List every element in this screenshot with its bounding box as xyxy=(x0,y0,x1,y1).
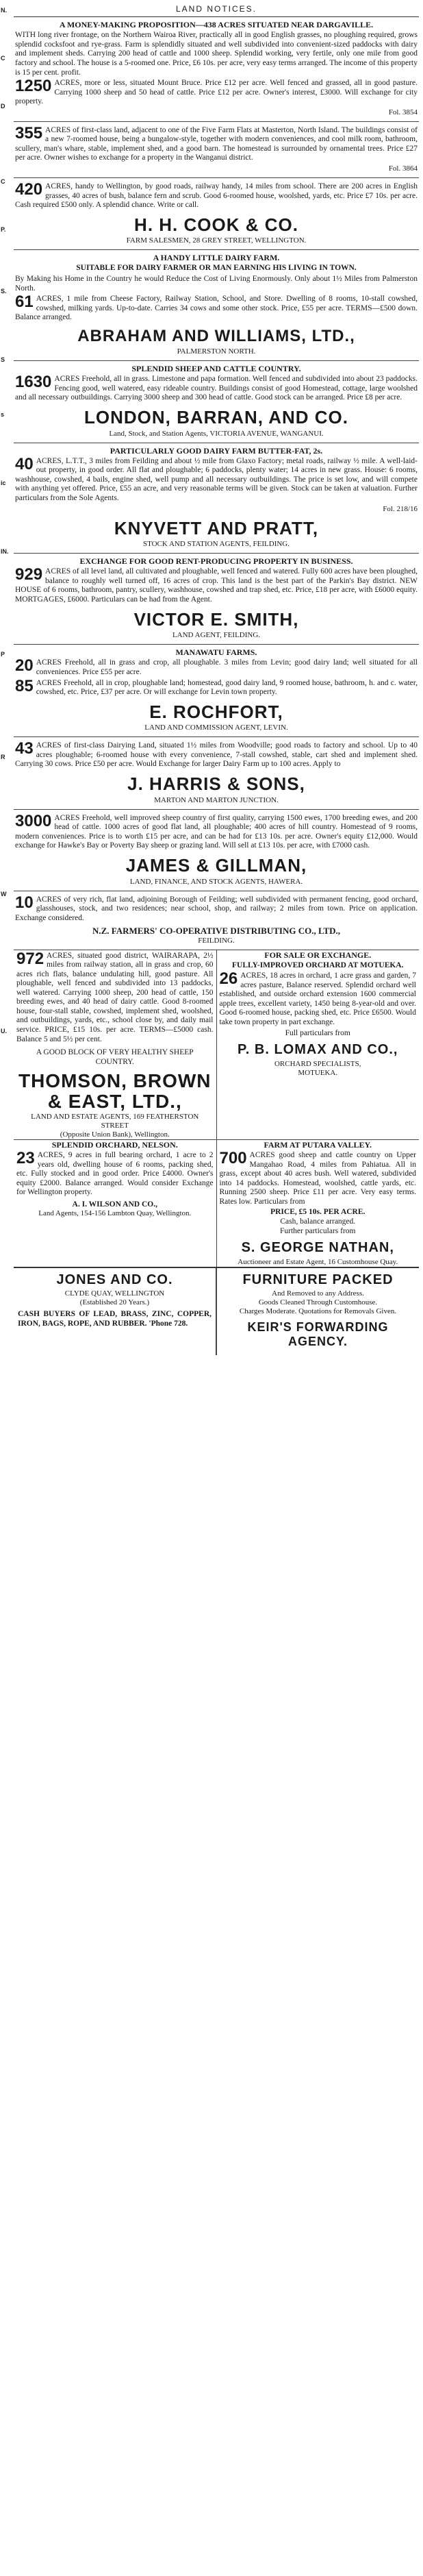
agent-intro: Further particulars from xyxy=(280,1226,356,1235)
acreage-number: 420 xyxy=(15,180,43,199)
gutter-mark: N. xyxy=(1,7,7,14)
firm-name: LONDON, BARRAN, AND CO. xyxy=(84,406,349,428)
ad-headline: FOR SALE OR EXCHANGE. xyxy=(264,950,372,960)
ad-listing xyxy=(15,658,418,677)
ad-exchange-rent-property xyxy=(14,554,419,645)
folio-ref: Fol. 3854 xyxy=(388,108,418,116)
ad-headline: PARTICULARLY GOOD DAIRY FARM BUTTER-FAT, 2s. xyxy=(110,445,323,456)
listing-text: ACRES, 9 acres in full bearing orchard, 1 acre to 2 years old, dwelling house of 6 rooms, packing shed, etc. Fully stocked and in good order. Price £4000. Owner's equity £2000. Balance arranged. Would consider Exchange for Wellington property. xyxy=(16,1151,214,1197)
listing-text: ACRES of first-class Dairying Land, situated 1½ miles from Woodville; good roads to factory and school. Up to 40 acres ploughable; 6-roomed house with every convenience, 7-stall cowshed, stable, cart shed and implement shed. Carrying 30 cows. Price £50 per acre. Would Exchange for larger Dairy Farm up to 100 acres. Apply to xyxy=(15,741,418,769)
ad-wairarapa xyxy=(14,950,216,1139)
ad-subheadline: A GOOD BLOCK OF VERY HEALTHY SHEEP COUNTRY. xyxy=(36,1048,194,1066)
firm-address: STOCK AND STATION AGENTS, FEILDING. xyxy=(142,540,290,549)
acreage-number: 10 xyxy=(15,893,34,912)
ad-headline: A MONEY-MAKING PROPOSITION—438 ACRES SITUATED NEAR DARGAVILLE. xyxy=(59,20,374,30)
firm-established: (Established 20 Years.) xyxy=(79,1298,150,1307)
acreage-number: 355 xyxy=(15,123,43,143)
ad-subheadline: SUITABLE FOR DAIRY FARMER OR MAN EARNING HIS LIVING IN TOWN. xyxy=(76,264,357,273)
ad-body: CASH BUYERS OF LEAD, BRASS, ZINC, COPPER, IRON, BAGS, ROPE, AND RUBBER. 'Phone 728. xyxy=(18,1310,212,1328)
terms-line: Cash, balance arranged. xyxy=(280,1217,356,1226)
listing-text: ACRES Freehold, all in grass and crop, all ploughable. 3 miles from Levin; good dairy land; well situated for all conveniences. Price £55 per acre. xyxy=(36,658,418,676)
firm-name: JAMES & GILLMAN, xyxy=(125,854,307,876)
firm-address: FEILDING. xyxy=(198,936,235,945)
ad-headline: SPLENDID ORCHARD, NELSON. xyxy=(51,1139,178,1150)
firm-name: ABRAHAM AND WILLIAMS, LTD., xyxy=(77,326,355,345)
ad-listing xyxy=(220,971,417,1027)
firm-address: PALMERSTON NORTH. xyxy=(177,347,256,356)
listing-text: ACRES of all level land, all cultivated and ploughable, well fenced and watered. Fully 600 acres have been ploughed, balance to roughly well turned off, 16 acres of crop. This land is the best part of the Parkin's Bay district. NEW HOUSE of 6 rooms, bathroom, pantry, scullery, washhouse, cowshed and trap shed, etc. Price, £18 per acre, with £6000 equity. MORTGAGES, £6000. Particulars can be had from the Agent. xyxy=(15,567,418,604)
ad-dairy-farm-palmerston xyxy=(14,250,419,361)
firm-address: LAND AND COMMISSION AGENT, LEVIN. xyxy=(144,723,288,732)
ad-line: Goods Cleaned Through Customhouse. xyxy=(258,1298,378,1307)
agent-address: Auctioneer and Estate Agent, 16 Customhouse Quay. xyxy=(238,1257,398,1266)
ad-footnote: Full particulars from xyxy=(285,1028,350,1037)
ad-headline: SPLENDID SHEEP AND CATTLE COUNTRY. xyxy=(131,364,301,374)
firm-name: N.Z. FARMERS' CO-OPERATIVE DISTRIBUTING CO., LTD., xyxy=(92,926,340,937)
firm-name: VICTOR E. SMITH, xyxy=(133,608,299,630)
firm-name: KEIR'S FORWARDING AGENCY. xyxy=(247,1320,389,1349)
listing-text: ACRES Freehold, all in grass. Limestone and papa formation. Well fenced and subdivided into about 23 paddocks. Fencing good, well watered, easy rideable country. Buildings consist of good Homestead, cottage, large woolshed and all necessary outbuildings. Carrying 3000 sheep and 300 head of cattle. Good stock can be arranged. Price £8 per acre. xyxy=(15,375,418,402)
ad-listing xyxy=(15,567,418,604)
ad-listing xyxy=(15,295,418,323)
ad-nelson-orchard xyxy=(14,1140,216,1267)
ad-headline: A HANDY LITTLE DAIRY FARM. xyxy=(153,253,280,263)
ad-listing xyxy=(15,741,418,769)
ad-listing xyxy=(15,454,418,504)
gutter-mark: C xyxy=(1,178,5,185)
firm-address: LAND AND ESTATE AGENTS, 169 FEATHERSTON STREET xyxy=(31,1113,199,1130)
acreage-number: 23 xyxy=(16,1149,35,1168)
acreage-number: 20 xyxy=(15,656,34,676)
gutter-mark: ic xyxy=(1,480,6,486)
two-column-block-lower xyxy=(14,1140,419,1267)
ad-headline: EXCHANGE FOR GOOD RENT-PRODUCING PROPERTY IN BUSINESS. xyxy=(79,556,353,567)
ad-subheadline: FULLY-IMPROVED ORCHARD AT MOTUEKA. xyxy=(232,961,404,969)
firm-name: H. H. COOK & CO. xyxy=(134,214,298,235)
section-header: LAND NOTICES. xyxy=(14,0,419,17)
ad-owners-off-to-war xyxy=(14,178,419,250)
acreage-number: 929 xyxy=(15,565,43,584)
newspaper-column xyxy=(14,0,419,1355)
ad-dairy-butterfat xyxy=(14,443,419,554)
acreage-number: 85 xyxy=(15,676,34,695)
ad-listing xyxy=(15,895,418,924)
acreage-number: 3000 xyxy=(15,811,52,830)
ad-keirs-forwarding xyxy=(216,1268,419,1355)
ad-listing xyxy=(15,182,418,210)
acreage-number: 26 xyxy=(219,969,238,989)
ad-listing xyxy=(15,811,418,851)
folio-ref: Fol. 3864 xyxy=(388,164,418,173)
firm-name: THOMSON, BROWN & EAST, LTD., xyxy=(18,1070,212,1112)
ad-listing xyxy=(15,375,418,403)
listing-text: ACRES, situated good district, WAIRARAPA, 2½ miles from railway station, all in grass and crop, 60 acres rich flats, balance undulating hill, good pasture. All ploughable, well fenced and subdivided into 13 paddocks, well watered. Carrying 1000 sheep, 200 head of cattle, 150 breeding ewes, and 40 head of dairy cattle. Good 8-roomed house, four-stall stable, cowshed, implement shed, woolshed, and outbuildings, yards, etc., school close by, and daily mail service. PRICE, £15 10s. per acre. TERMS—£5000 cash. Balance 5 and 5½ per cent. xyxy=(16,951,214,1043)
ad-motueka-orchard xyxy=(216,950,420,1139)
agent-name: S. GEORGE NATHAN, xyxy=(241,1240,394,1256)
gutter-mark: C xyxy=(1,55,5,62)
gutter-mark: P. xyxy=(1,226,6,233)
gutter-mark: P xyxy=(1,651,5,658)
left-margin-strip xyxy=(0,0,10,2576)
gutter-mark: IN. xyxy=(1,548,9,555)
listing-text: ACRES Freehold, well improved sheep country of first quality, carrying 1500 ewes, 1700 breeding ewes, and 200 head of cattle. 1000 acres of good flat land, all ploughable; 400 acres of hill country. Homestead of 9 rooms, modern conveniences. Price is to worth £15 per acre, and can be had for £13 10s. per acre. Owner's equity £12,000. Would exchange for Hawke's Bay or Poverty Bay sheep or grazing land. Will sell at £13 10s. per acre, with £7000 cash. xyxy=(15,813,418,850)
gutter-mark: D xyxy=(1,103,5,110)
listing-text: ACRES, more or less, situated Mount Bruce. Price £12 per acre. Well fenced and grassed, all in good pasture. Carrying 1000 sheep and 50 head of cattle. Price £12 per acre. Owner's interest, £3000. Will exchange for city property. xyxy=(15,79,418,106)
listing-text: ACRES Freehold, all in crop, ploughable land; homestead, good dairy land, 9 roomed house, bathroom, h. and c. water, cowshed, etc. Price, £37 per acre. Or will exchange for Levin town property. xyxy=(36,678,418,697)
ad-body: By Making his Home in the Country he would Reduce the Cost of Living Enormously. Only about 1½ Miles from Palmerston North. xyxy=(15,275,418,293)
firm-specialty: ORCHARD SPECIALISTS, xyxy=(274,1059,361,1068)
listing-text: ACRES good sheep and cattle country on Upper Mangahao Road, 4 miles from Pahiatua. All in grass, except about 40 acres bush. Well watered, subdivided into 14 paddocks. Homestead, woolshed, cattle yards, etc. Running 2500 sheep. Price £11 per acre. Very easy terms. Rates low. Particulars from xyxy=(219,1151,416,1206)
ad-listing xyxy=(15,79,418,107)
agent-name: A. I. WILSON AND CO., xyxy=(72,1200,157,1209)
listing-text: ACRES, 18 acres in orchard, 1 acre grass and garden, 7 acres pasture, Balance reserved. Splendid orchard well established, and outside orchard extension 1600 commercial apple trees, excellent variety, 1450 being 8-year-old and over. Good 6-roomed house, packing shed, etc. Price £6500. Would take town property in part exchange. xyxy=(219,971,416,1027)
ad-sheep-cattle-country xyxy=(14,361,419,443)
ad-sheep-station-hawera xyxy=(14,810,419,891)
ad-masterton xyxy=(14,122,419,178)
acreage-number: 700 xyxy=(219,1149,247,1168)
firm-address: LAND AGENT, FEILDING. xyxy=(172,631,261,640)
acreage-number: 1250 xyxy=(15,77,52,96)
listing-text: ACRES of first-class land, adjacent to one of the Five Farm Flats at Masterton, North Island. The buildings consist of a new 7-roomed house, being a bungalow-style, together with modern conveniences, and cool milk room, bathroom, scullery, man's whare, stable, implement shed, and a good barn. The homestead is surrounded by ornamental trees. Price £27 per acre. Owner wishes to exchange for a property in the Wanganui district. xyxy=(15,125,418,162)
firm-address: CLYDE QUAY, WELLINGTON xyxy=(64,1289,165,1298)
firm-address: MOTUEKA. xyxy=(298,1068,338,1077)
acreage-number: 43 xyxy=(15,739,34,758)
firm-name: P. B. LOMAX AND CO., xyxy=(238,1042,398,1058)
price-line: PRICE, £5 10s. PER ACRE. xyxy=(270,1208,366,1217)
gutter-mark: W xyxy=(1,891,7,897)
ad-listing xyxy=(16,949,214,1045)
firm-address: Land, Stock, and Station Agents, VICTORIA AVENUE, WANGANUI. xyxy=(109,429,324,438)
ad-line: And Removed to any Address. xyxy=(272,1289,364,1298)
firm-name: J. HARRIS & SONS, xyxy=(127,773,305,794)
firm-address-note: (Opposite Union Bank), Wellington. xyxy=(60,1130,170,1139)
firm-address: MARTON AND MARTON JUNCTION. xyxy=(154,795,279,804)
folio-ref: Fol. 218/16 xyxy=(383,504,418,513)
firm-name: KNYVETT AND PRATT, xyxy=(114,517,319,538)
firm-name: E. ROCHFORT, xyxy=(149,701,283,722)
two-column-block-upper xyxy=(14,950,419,1140)
ad-line: Charges Moderate. Quotations for Removals Given. xyxy=(239,1307,397,1316)
ad-woodville-dairy xyxy=(14,737,419,809)
ad-headline: FURNITURE PACKED xyxy=(242,1272,394,1287)
firm-address: LAND, FINANCE, AND STOCK AGENTS, HAWERA. xyxy=(129,877,303,886)
listing-text: ACRES, L.T.T., 3 miles from Feilding and about ½ mile from Glaxo Factory; metal roads, railway ½ mile. A well-laid-out property, in good order. All flat and ploughable; 6 paddocks, plenty water; 14 acres in new grass. House: 6 rooms, washhouse, cowshed, 4 bails, engine shed, well pump and all necessary outbuildings. The price is set low, and will compete with anything yet offered. Price, £55 an acre, and very reasonable terms will be given. Stock can be taken at valuation. Further particulars from the Sole Agents. xyxy=(15,456,418,503)
ad-feilding-rich-land xyxy=(14,891,419,950)
gutter-mark: S. xyxy=(1,288,7,295)
gutter-mark: U. xyxy=(1,1028,7,1035)
acreage-number: 1630 xyxy=(15,373,52,392)
ad-dargaville xyxy=(14,17,419,122)
ad-listing xyxy=(16,1151,214,1198)
ad-jones-and-co xyxy=(14,1268,216,1355)
firm-name: JONES AND CO. xyxy=(56,1272,173,1287)
firm-address: FARM SALESMEN, 28 GREY STREET, WELLINGTON. xyxy=(126,236,307,245)
gutter-mark: s xyxy=(1,411,5,418)
ad-listing xyxy=(220,1151,417,1206)
ad-putara-valley xyxy=(216,1140,420,1267)
acreage-number: 61 xyxy=(15,293,34,312)
bottom-advert-row xyxy=(14,1267,419,1355)
listing-text: ACRES, 1 mile from Cheese Factory, Railway Station, School, and Store. Dwelling of 8 rooms, 10-stall cowshed, cowshed, milking yards. Up-to-date. Carries 34 cows and some other stock. Price, £55 per acre. TERMS—£500 down. Balance arranged. xyxy=(15,295,418,322)
ad-body: WITH long river frontage, on the Northern Wairoa River, practically all in good English grasses, no ploughing required, grows splendid cocksfoot and rye-grass. Farm is splendidly situated and well subdivided into convenient-sized paddocks with dairy and implement sheds. Carrying 200 head of cattle and 1000 sheep. Splendid working, very fertile, only one mile from good factory and school. The house is a 5-roomed one. Price, £6 10s. per acre, very easy terms arranged. The income of this property is 15 per cent. profit. xyxy=(15,31,418,77)
gutter-mark: S xyxy=(1,356,5,363)
ad-listing xyxy=(15,676,418,697)
listing-text: ACRES, handy to Wellington, by good roads, railway handy, 14 miles from school. There are 200 acres in English grasses, 40 acres of bush, balance fern and scrub. Good 6-roomed house, woolshed, yards, etc. Price £7 10s. per acre. Cash required £500 only. A splendid chance. Write or call. xyxy=(15,182,418,210)
acreage-number: 972 xyxy=(16,949,44,968)
ad-headline: MANAWATU FARMS. xyxy=(175,647,257,658)
ad-listing xyxy=(15,123,418,163)
listing-text: ACRES of very rich, flat land, adjoining Borough of Feilding; well subdivided with permanent fencing, good orchard, glasshouses, stock, and two residences; near school, shop, and railway; 2 miles from town. Price on application. Exchange considered. xyxy=(15,895,418,922)
ad-manawatu-farms xyxy=(14,645,419,737)
agent-address: Land Agents, 154-156 Lambton Quay, Wellington. xyxy=(38,1209,192,1218)
gutter-mark: R xyxy=(1,754,5,760)
acreage-number: 40 xyxy=(15,454,34,473)
ad-headline: FARM AT PUTARA VALLEY. xyxy=(264,1139,372,1150)
